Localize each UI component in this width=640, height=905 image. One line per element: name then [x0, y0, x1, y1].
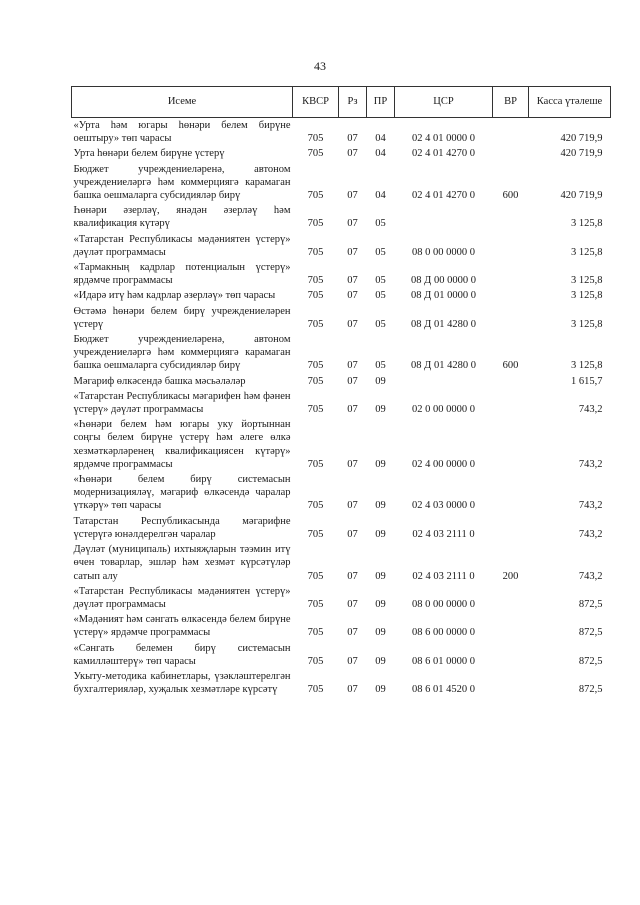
cell-name: «Сәнгать белемен бирү системасын камилләштерү» төп чарасы — [73, 642, 291, 667]
cell-kvsr: 705 — [307, 655, 324, 667]
header-rz: Рз — [339, 87, 367, 118]
cell-vr — [493, 389, 529, 417]
cell-csr — [395, 374, 493, 389]
cell-vr — [493, 472, 529, 514]
cell-csr: 08 0 00 0000 0 — [412, 246, 475, 258]
cell-kvsr: 705 — [307, 598, 324, 610]
cell-csr: 08 0 00 0000 0 — [412, 598, 475, 610]
cell-name: «Һөнәри белем һәм югары уку йортыннан соңгы белем бирүне үстерү һәм әлеге өлкә хезмәткәрләренең квалификациясен күтәрү» ярдәмче программасы — [73, 419, 291, 470]
table-row — [72, 304, 611, 332]
cell-pr: 09 — [375, 404, 386, 416]
cell-csr: 02 4 00 0000 0 — [412, 458, 475, 470]
cell-vr — [493, 260, 529, 288]
table-row — [72, 641, 611, 669]
page-number: 43 — [314, 59, 326, 73]
cell-name: Һөнәри әзерләү, янәдән әзерләү һәм квалификация күтәрү — [73, 205, 291, 230]
cell-name: «Татарстан Республикасы мәдәниятен үстерү» дәүләт программасы — [73, 585, 291, 610]
cell-amount: 743,2 — [578, 528, 603, 540]
table-row — [72, 260, 611, 288]
cell-kvsr: 705 — [307, 528, 324, 540]
table-row — [72, 472, 611, 514]
cell-rz: 07 — [347, 148, 358, 160]
table-row — [72, 514, 611, 542]
cell-amount: 872,5 — [578, 627, 603, 639]
cell-kvsr: 705 — [307, 190, 324, 202]
cell-pr: 05 — [375, 290, 386, 302]
header-csr: ЦСР — [395, 87, 493, 118]
table-header-row — [72, 87, 611, 118]
cell-amount: 872,5 — [578, 655, 603, 667]
table-row — [72, 389, 611, 417]
table-row — [72, 417, 611, 472]
cell-csr: 02 4 03 2111 0 — [412, 528, 475, 540]
cell-amount: 420 719,9 — [560, 148, 603, 160]
table-row — [72, 118, 611, 147]
cell-vr — [493, 288, 529, 303]
cell-pr: 09 — [375, 684, 386, 696]
table-body — [72, 118, 611, 698]
cell-rz: 07 — [347, 570, 358, 582]
cell-pr: 09 — [375, 655, 386, 667]
cell-pr: 05 — [375, 318, 386, 330]
cell-kvsr: 705 — [307, 375, 324, 387]
table-row — [72, 612, 611, 640]
cell-kvsr: 705 — [307, 290, 324, 302]
cell-rz: 07 — [347, 190, 358, 202]
cell-kvsr: 705 — [307, 218, 324, 230]
cell-amount: 872,5 — [578, 598, 603, 610]
cell-csr: 08 Д 01 4280 0 — [411, 360, 476, 372]
header-vr: ВР — [493, 87, 529, 118]
table-row — [72, 332, 611, 374]
cell-pr: 04 — [375, 133, 386, 145]
cell-name: Татарстан Республикасында мәгарифне үстерүгә юнәлдерелгән чаралар — [73, 515, 291, 540]
cell-pr: 09 — [375, 528, 386, 540]
cell-pr: 05 — [375, 246, 386, 258]
cell-csr: 08 6 00 0000 0 — [412, 627, 475, 639]
cell-csr: 02 4 03 0000 0 — [412, 500, 475, 512]
cell-csr: 08 Д 01 0000 0 — [411, 290, 476, 302]
cell-amount: 3 125,8 — [571, 275, 603, 287]
table-row — [72, 288, 611, 303]
cell-csr: 02 4 01 0000 0 — [412, 133, 475, 145]
cell-name: Бюджет учреждениеләренә, автоном учреждениеләргә һәм коммерциягә карамаган башка оешмаларга субсидияләр бирү — [73, 163, 291, 202]
cell-amount: 1 615,7 — [571, 375, 603, 387]
header-kvsr: КВСР — [293, 87, 339, 118]
cell-rz: 07 — [347, 655, 358, 667]
cell-vr — [493, 232, 529, 260]
cell-name: «Татарстан Республикасы мәгарифен һәм фәнен үстерү» дәүләт программасы — [73, 390, 291, 416]
table-row — [72, 203, 611, 231]
cell-kvsr: 705 — [307, 570, 324, 582]
table-row — [72, 584, 611, 612]
cell-rz: 07 — [347, 684, 358, 696]
cell-kvsr: 705 — [307, 360, 324, 372]
cell-kvsr: 705 — [307, 246, 324, 258]
cell-amount: 743,2 — [578, 458, 603, 470]
cell-rz: 07 — [347, 627, 358, 639]
cell-csr — [395, 203, 493, 231]
cell-vr: 600 — [502, 360, 519, 372]
cell-pr: 09 — [375, 570, 386, 582]
table-row — [72, 146, 611, 161]
cell-rz: 07 — [347, 290, 358, 302]
cell-rz: 07 — [347, 218, 358, 230]
cell-amount: 743,2 — [578, 500, 603, 512]
cell-rz: 07 — [347, 458, 358, 470]
header-name: Исеме — [72, 87, 293, 118]
cell-kvsr: 705 — [307, 133, 324, 145]
cell-rz: 07 — [347, 133, 358, 145]
cell-name: «Тармакның кадрлар потенциалын үстерү» ярдәмче программасы — [73, 262, 291, 287]
cell-amount: 872,5 — [578, 684, 603, 696]
cell-vr — [493, 584, 529, 612]
cell-kvsr: 705 — [307, 318, 324, 330]
cell-pr: 05 — [375, 275, 386, 287]
cell-kvsr: 705 — [307, 275, 324, 287]
cell-csr: 02 4 01 4270 0 — [412, 148, 475, 160]
cell-kvsr: 705 — [307, 684, 324, 696]
cell-pr: 04 — [375, 190, 386, 202]
cell-vr: 200 — [502, 570, 519, 582]
cell-name: Өстәмә һөнәри белем бирү учреждениеләрен үстерү — [73, 305, 291, 330]
cell-vr — [493, 641, 529, 669]
cell-rz: 07 — [347, 375, 358, 387]
cell-amount: 3 125,8 — [571, 318, 603, 330]
cell-csr: 02 0 00 0000 0 — [412, 404, 475, 416]
cell-pr: 05 — [375, 360, 386, 372]
cell-vr — [493, 203, 529, 231]
cell-rz: 07 — [347, 500, 358, 512]
cell-pr: 09 — [375, 500, 386, 512]
cell-pr: 09 — [375, 375, 386, 387]
cell-csr: 08 6 01 4520 0 — [412, 684, 475, 696]
cell-vr — [493, 612, 529, 640]
cell-kvsr: 705 — [307, 404, 324, 416]
cell-kvsr: 705 — [307, 148, 324, 160]
header-pr: ПР — [367, 87, 395, 118]
cell-name: Бюджет учреждениеләренә, автоном учреждениеләргә һәм коммерциягә карамаган башка оешмаларга субсидияләр бирү — [73, 334, 291, 372]
table-row — [72, 232, 611, 260]
cell-vr — [493, 669, 529, 697]
cell-pr: 05 — [375, 218, 386, 230]
cell-pr: 09 — [375, 627, 386, 639]
table-row — [72, 669, 611, 697]
cell-rz: 07 — [347, 528, 358, 540]
cell-csr: 08 Д 01 4280 0 — [411, 318, 476, 330]
cell-vr — [493, 514, 529, 542]
table-row — [72, 162, 611, 204]
table-row — [72, 374, 611, 389]
cell-amount: 3 125,8 — [571, 360, 603, 372]
cell-rz: 07 — [347, 318, 358, 330]
cell-csr: 08 6 01 0000 0 — [412, 655, 475, 667]
table-row — [72, 542, 611, 584]
cell-name: Дәүләт (муниципаль) ихтыяҗларын тәэмин итү өчен товарлар, эшләр һәм хезмәт күрсәтүләр сатып алу — [73, 544, 291, 582]
cell-csr: 08 Д 00 0000 0 — [411, 275, 476, 287]
cell-amount: 3 125,8 — [571, 218, 603, 230]
cell-amount: 743,2 — [578, 404, 603, 416]
cell-name: «Мәдәният һәм сәнгать өлкәсендә белем бирүне үстерү» ярдәмче программасы — [73, 614, 291, 639]
cell-pr: 09 — [375, 598, 386, 610]
cell-vr: 600 — [502, 190, 519, 202]
cell-csr: 02 4 01 4270 0 — [412, 190, 475, 202]
cell-name: Мәгариф өлкәсендә башка мәсьәләләр — [73, 375, 246, 387]
budget-table — [71, 86, 611, 697]
cell-kvsr: 705 — [307, 500, 324, 512]
cell-rz: 07 — [347, 598, 358, 610]
cell-vr — [493, 118, 529, 147]
cell-vr — [493, 146, 529, 161]
cell-pr: 04 — [375, 148, 386, 160]
cell-kvsr: 705 — [307, 627, 324, 639]
cell-rz: 07 — [347, 275, 358, 287]
cell-amount: 3 125,8 — [571, 246, 603, 258]
cell-name: «Һөнәри белем бирү системасын модернизацияләү, мәгариф өлкәсендә чаралар үткәрү» төп чарасы — [73, 474, 291, 512]
cell-amount: 420 719,9 — [560, 190, 603, 202]
cell-pr: 09 — [375, 458, 386, 470]
cell-name: «Идарә итү һәм кадрлар әзерләү» төп чарасы — [73, 290, 276, 302]
cell-vr — [493, 304, 529, 332]
cell-name: «Урта һәм югары һөнәри белем бирүне оештыру» төп чарасы — [73, 120, 291, 145]
cell-name: Урта һөнәри белем бирүне үстерү — [73, 148, 225, 160]
header-amount: Касса үтәлеше — [529, 87, 611, 118]
cell-amount: 3 125,8 — [571, 290, 603, 302]
cell-rz: 07 — [347, 246, 358, 258]
cell-csr: 02 4 03 2111 0 — [412, 570, 475, 582]
cell-vr — [493, 374, 529, 389]
cell-amount: 743,2 — [578, 570, 603, 582]
cell-name: «Татарстан Республикасы мәдәниятен үстерү» дәүләт программасы — [73, 233, 291, 258]
cell-amount: 420 719,9 — [560, 133, 603, 145]
cell-rz: 07 — [347, 404, 358, 416]
cell-rz: 07 — [347, 360, 358, 372]
cell-vr — [493, 417, 529, 472]
cell-name: Укыту-методика кабинетлары, үзәкләштерелгән бухгалтерияләр, хуҗалык хезмәтләре күрсәтү — [73, 670, 291, 696]
cell-kvsr: 705 — [307, 458, 324, 470]
